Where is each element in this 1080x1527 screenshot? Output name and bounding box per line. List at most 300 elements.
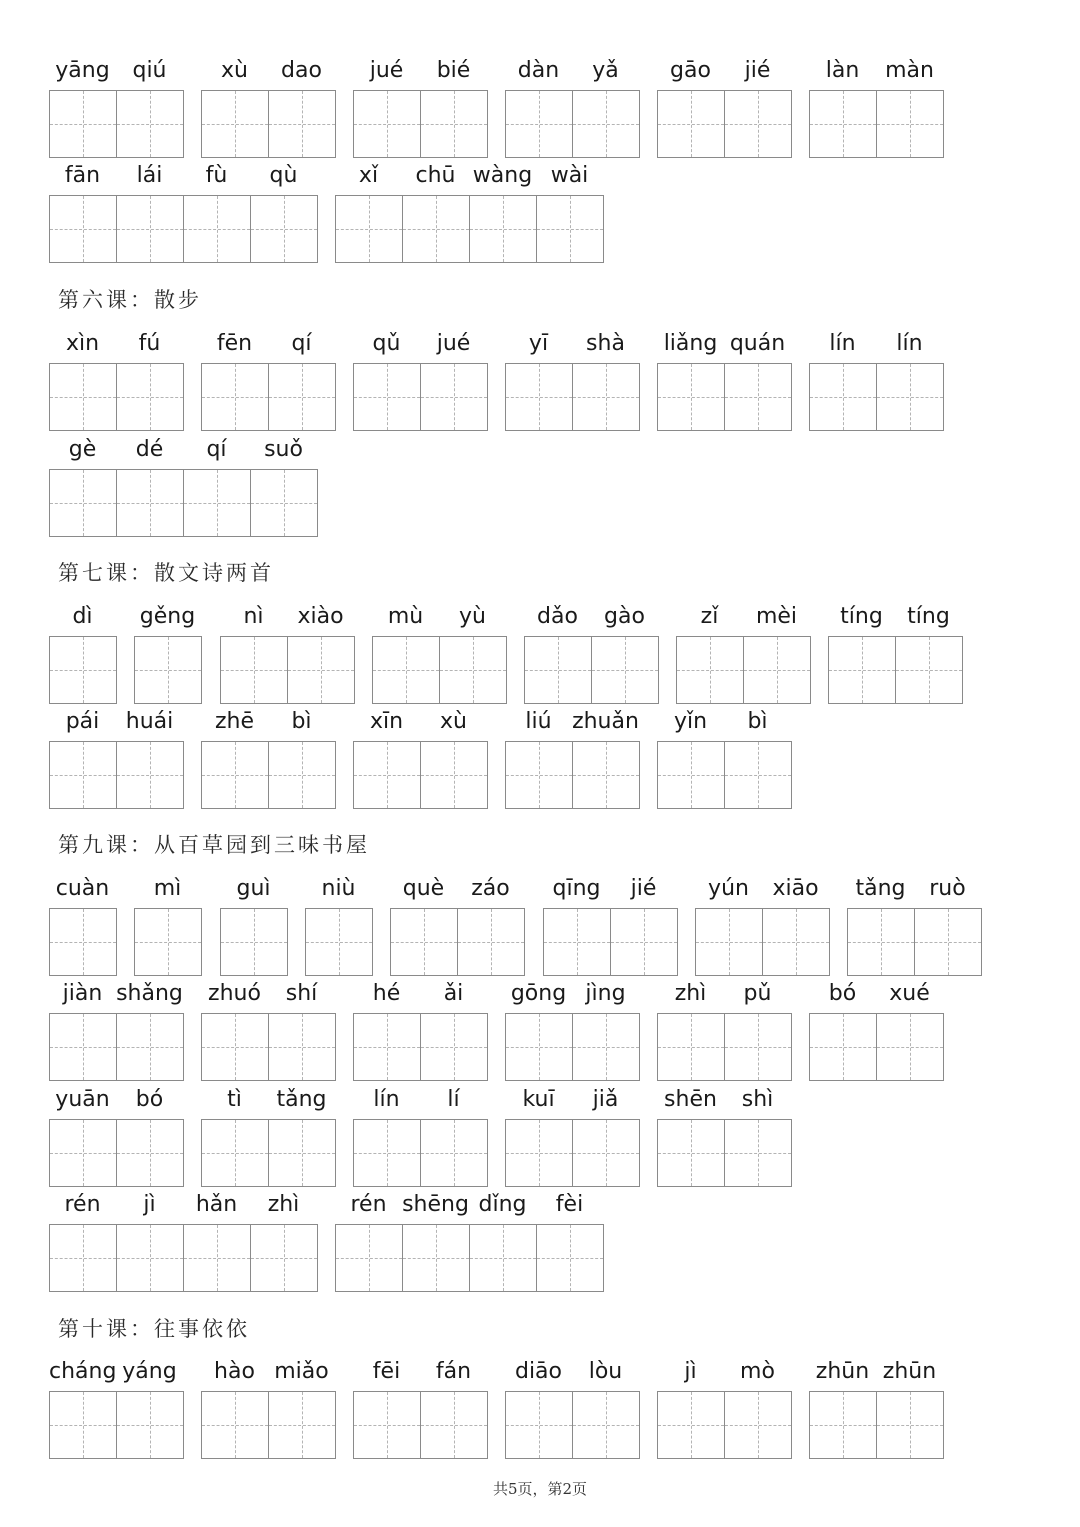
pinyin-label: qiú [132,58,167,83]
character-box[interactable] [572,742,639,808]
pinyin-label: zhuǎn [572,709,639,734]
character-box[interactable] [268,1120,335,1186]
character-box[interactable] [506,91,572,157]
pinyin-row [335,161,603,195]
pinyin-label: qù [269,163,298,188]
pinyin-label: bì [291,709,312,734]
word-group [505,56,639,90]
character-box[interactable] [724,91,791,157]
pinyin-label: liǎng [663,331,718,356]
word-group [505,329,639,363]
pinyin-row [353,329,487,363]
word-group [201,56,335,90]
pinyin-row [695,874,829,908]
character-box[interactable] [506,1014,572,1080]
pinyin-label: xiào [297,604,344,629]
pinyin-row [657,1357,791,1391]
writing-grid [809,1391,944,1459]
writing-grid [201,1391,336,1459]
word-group [353,1357,487,1391]
character-box[interactable] [658,364,724,430]
character-box[interactable] [250,470,317,536]
character-box[interactable] [591,637,658,703]
character-box[interactable] [724,364,791,430]
pinyin-row [49,435,317,469]
character-box[interactable] [914,909,981,975]
writing-grid [353,1391,488,1459]
writing-grid [220,636,355,704]
writing-grid [524,636,659,704]
writing-grid [657,90,792,158]
word-group [49,874,116,908]
pinyin-label: shì [741,1087,774,1112]
page-footer: 共5页，第2页 [492,1480,588,1498]
character-box[interactable] [876,364,943,430]
character-box[interactable] [876,1014,943,1080]
pinyin-label: qí [206,437,227,462]
character-box[interactable] [250,1225,317,1291]
pinyin-label: mù [387,604,424,629]
word-group [809,329,943,363]
pinyin-row [372,602,506,636]
word-group [505,1357,639,1391]
writing-grid [505,1119,640,1187]
character-box[interactable] [116,742,183,808]
character-box[interactable] [116,196,183,262]
character-box[interactable] [810,364,876,430]
character-box[interactable] [116,470,183,536]
pinyin-row [134,874,201,908]
pinyin-label: lái [136,163,163,188]
word-group [353,979,487,1013]
character-box[interactable] [724,1120,791,1186]
character-box[interactable] [50,909,116,975]
character-box[interactable] [135,637,201,703]
character-box[interactable] [420,1392,487,1458]
character-box[interactable] [402,196,469,262]
character-box[interactable] [336,196,402,262]
character-box[interactable] [50,1225,116,1291]
character-box[interactable] [268,364,335,430]
pinyin-label: chū [415,163,456,188]
character-box[interactable] [391,909,457,975]
pinyin-label: jiǎ [592,1087,619,1112]
pinyin-label: mì [153,876,182,901]
character-box[interactable] [469,1225,536,1291]
character-box[interactable] [848,909,914,975]
writing-grid [809,363,944,431]
writing-grid [657,363,792,431]
character-box[interactable] [677,637,743,703]
pinyin-label: cháng [49,1359,117,1384]
pinyin-row [809,1357,943,1391]
pinyin-label: rén [350,1192,387,1217]
character-box[interactable] [336,1225,402,1291]
pinyin-label: tíng [840,604,883,629]
pinyin-label: hǎn [195,1192,238,1217]
character-box[interactable] [810,1014,876,1080]
pinyin-row [353,56,487,90]
pinyin-label: lín [373,1087,400,1112]
word-group [505,979,639,1013]
character-box[interactable] [572,1014,639,1080]
character-box[interactable] [202,1120,268,1186]
writing-grid [505,741,640,809]
pinyin-label: yáng [122,1359,177,1384]
character-box[interactable] [268,1392,335,1458]
writing-grid [49,741,184,809]
character-box[interactable] [724,1014,791,1080]
character-box[interactable] [658,91,724,157]
character-box[interactable] [420,742,487,808]
character-box[interactable] [183,196,250,262]
pinyin-label: fēi [372,1359,401,1384]
character-box[interactable] [50,91,116,157]
pinyin-label: gè [68,437,97,462]
word-group [390,874,524,908]
character-box[interactable] [50,742,116,808]
pinyin-label: tǎng [276,1087,327,1112]
pinyin-label: hé [372,981,401,1006]
character-box[interactable] [439,637,506,703]
character-box[interactable] [268,1014,335,1080]
pinyin-label: shǎng [116,981,183,1006]
pinyin-label: ruò [929,876,966,901]
character-box[interactable] [420,1120,487,1186]
character-box[interactable] [544,909,610,975]
character-box[interactable] [572,1120,639,1186]
pinyin-row [657,56,791,90]
pinyin-label: lòu [588,1359,623,1384]
pinyin-label: yī [528,331,549,356]
writing-grid [695,908,830,976]
character-box[interactable] [658,1120,724,1186]
writing-grid [201,1013,336,1081]
character-box[interactable] [50,637,116,703]
character-box[interactable] [724,1392,791,1458]
writing-grid [335,195,604,263]
character-box[interactable] [506,742,572,808]
pinyin-label: qí [291,331,312,356]
character-box[interactable] [895,637,962,703]
writing-grid [505,1013,640,1081]
character-box[interactable] [420,1014,487,1080]
pinyin-label: huái [125,709,174,734]
writing-grid [335,1224,604,1292]
word-group [220,874,287,908]
lesson-title-10: 第十课：往事依依 [58,1317,250,1341]
character-box[interactable] [420,91,487,157]
character-box[interactable] [221,909,287,975]
character-box[interactable] [402,1225,469,1291]
character-box[interactable] [250,196,317,262]
pinyin-label: gāo [670,58,711,83]
writing-grid [353,1013,488,1081]
character-box[interactable] [658,742,724,808]
character-box[interactable] [268,742,335,808]
character-box[interactable] [658,1014,724,1080]
writing-grid [828,636,963,704]
character-box[interactable] [268,91,335,157]
character-box[interactable] [829,637,895,703]
character-box[interactable] [373,637,439,703]
pinyin-label: jìng [585,981,626,1006]
pinyin-row [543,874,677,908]
pinyin-label: jié [630,876,657,901]
pinyin-label: niù [321,876,356,901]
pinyin-row [505,707,639,741]
character-box[interactable] [696,909,762,975]
pinyin-row [353,979,487,1013]
writing-grid [49,1119,184,1187]
writing-grid [353,1119,488,1187]
pinyin-label: jué [369,58,404,83]
pinyin-label: gào [604,604,645,629]
word-group [49,329,183,363]
pinyin-label: zhūn [882,1359,937,1384]
character-box[interactable] [116,1120,183,1186]
pinyin-row [505,56,639,90]
pinyin-label: xù [440,709,467,734]
pinyin-label: wàng [472,163,533,188]
word-group [809,56,943,90]
pinyin-label: guì [236,876,271,901]
character-box[interactable] [287,637,354,703]
character-box[interactable] [876,91,943,157]
writing-grid [305,908,373,976]
pinyin-label: xīn [369,709,404,734]
character-box[interactable] [572,1392,639,1458]
pinyin-label: jì [684,1359,697,1384]
character-box[interactable] [50,1120,116,1186]
writing-grid [809,90,944,158]
pinyin-label: shà [586,331,625,356]
pinyin-label: bié [436,58,471,83]
pinyin-row [524,602,658,636]
word-group [49,161,317,195]
writing-grid [372,636,507,704]
pinyin-label: cuàn [55,876,110,901]
word-group [201,707,335,741]
pinyin-label: jì [143,1192,156,1217]
writing-grid [201,363,336,431]
word-group [49,1357,183,1391]
pinyin-label: dǐng [478,1192,527,1217]
pinyin-label: yāng [55,58,110,83]
pinyin-row [335,1190,603,1224]
pinyin-label: màn [885,58,934,83]
character-box[interactable] [724,742,791,808]
pinyin-label: yǐn [673,709,708,734]
pinyin-row [505,1085,639,1119]
character-box[interactable] [572,91,639,157]
character-box[interactable] [135,909,201,975]
writing-grid [49,1013,184,1081]
pinyin-label: jié [744,58,771,83]
character-box[interactable] [536,196,603,262]
word-group [657,1357,791,1391]
pinyin-row [847,874,981,908]
pinyin-row [220,602,354,636]
pinyin-row [49,874,116,908]
writing-grid [657,1119,792,1187]
character-box[interactable] [506,1392,572,1458]
pinyin-label: bó [135,1087,164,1112]
pinyin-row [201,707,335,741]
character-box[interactable] [743,637,810,703]
character-box[interactable] [354,364,420,430]
writing-grid [809,1013,944,1081]
writing-grid [353,90,488,158]
pinyin-label: zhūn [815,1359,870,1384]
character-box[interactable] [506,1120,572,1186]
word-group [305,874,372,908]
character-box[interactable] [457,909,524,975]
character-box[interactable] [116,364,183,430]
writing-grid [49,1224,318,1292]
pinyin-label: lí [447,1087,460,1112]
character-box[interactable] [810,91,876,157]
word-group [657,707,791,741]
character-box[interactable] [116,1225,183,1291]
character-box[interactable] [354,1120,420,1186]
character-box[interactable] [50,196,116,262]
word-group [353,1085,487,1119]
pinyin-label: jiàn [62,981,103,1006]
pinyin-label: bì [747,709,768,734]
pinyin-label: lín [896,331,923,356]
pinyin-label: shí [285,981,318,1006]
character-box[interactable] [762,909,829,975]
pinyin-row [676,602,810,636]
pinyin-label: fēn [216,331,253,356]
word-group [657,56,791,90]
character-box[interactable] [202,364,268,430]
character-box[interactable] [536,1225,603,1291]
lesson-title-7: 第七课：散文诗两首 [58,561,274,585]
character-box[interactable] [50,1392,116,1458]
character-box[interactable] [810,1392,876,1458]
character-box[interactable] [876,1392,943,1458]
character-box[interactable] [202,91,268,157]
character-box[interactable] [610,909,677,975]
pinyin-row [49,56,183,90]
writing-grid [49,1391,184,1459]
pinyin-label: jué [436,331,471,356]
character-box[interactable] [525,637,591,703]
word-group [676,602,810,636]
pinyin-label: zhē [214,709,255,734]
character-box[interactable] [469,196,536,262]
writing-grid [201,741,336,809]
pinyin-label: pǔ [743,981,772,1006]
character-box[interactable] [202,742,268,808]
pinyin-label: dé [135,437,164,462]
writing-grid [201,90,336,158]
writing-grid [847,908,982,976]
character-box[interactable] [354,1014,420,1080]
pinyin-label: qīng [552,876,601,901]
pinyin-row [49,602,116,636]
character-box[interactable] [420,364,487,430]
pinyin-label: miǎo [274,1359,329,1384]
character-box[interactable] [116,91,183,157]
pinyin-label: gěng [139,604,196,629]
word-group [657,329,791,363]
pinyin-row [809,56,943,90]
pinyin-label: qǔ [372,331,401,356]
pinyin-row [809,979,943,1013]
character-box[interactable] [572,364,639,430]
pinyin-label: fù [205,163,228,188]
pinyin-row [49,1085,183,1119]
pinyin-row [220,874,287,908]
lesson-title-9: 第九课：从百草园到三味书屋 [58,833,370,857]
pinyin-label: xǐ [358,163,379,188]
character-box[interactable] [354,742,420,808]
character-box[interactable] [658,1392,724,1458]
pinyin-label: zǐ [700,604,719,629]
pinyin-row [657,707,791,741]
character-box[interactable] [50,470,116,536]
character-box[interactable] [116,1014,183,1080]
pinyin-label: diāo [514,1359,563,1384]
word-group [49,435,317,469]
word-group [353,329,487,363]
pinyin-row [134,602,201,636]
character-box[interactable] [506,364,572,430]
pinyin-row [201,1357,335,1391]
character-box[interactable] [221,637,287,703]
word-group [335,161,603,195]
character-box[interactable] [116,1392,183,1458]
character-box[interactable] [354,1392,420,1458]
pinyin-label: yù [459,604,486,629]
pinyin-label: fú [138,331,161,356]
pinyin-row [305,874,372,908]
word-group [828,602,962,636]
writing-grid [505,363,640,431]
character-box[interactable] [183,470,250,536]
pinyin-label: zhuó [208,981,261,1006]
character-box[interactable] [306,909,372,975]
writing-grid [49,195,318,263]
word-group [505,1085,639,1119]
word-group [353,707,487,741]
word-group [809,1357,943,1391]
character-box[interactable] [183,1225,250,1291]
pinyin-label: yuān [55,1087,110,1112]
pinyin-row [390,874,524,908]
word-group [220,602,354,636]
character-box[interactable] [202,1392,268,1458]
word-group [335,1190,603,1224]
writing-grid [49,908,117,976]
writing-grid [49,636,117,704]
character-box[interactable] [202,1014,268,1080]
pinyin-label: fèi [555,1192,584,1217]
pinyin-label: yún [708,876,749,901]
pinyin-label: xìn [65,331,100,356]
character-box[interactable] [354,91,420,157]
pinyin-label: ǎi [443,981,464,1006]
pinyin-row [809,329,943,363]
pinyin-label: zhì [674,981,707,1006]
character-box[interactable] [50,1014,116,1080]
character-box[interactable] [50,364,116,430]
pinyin-label: kuī [522,1087,555,1112]
word-group [201,329,335,363]
